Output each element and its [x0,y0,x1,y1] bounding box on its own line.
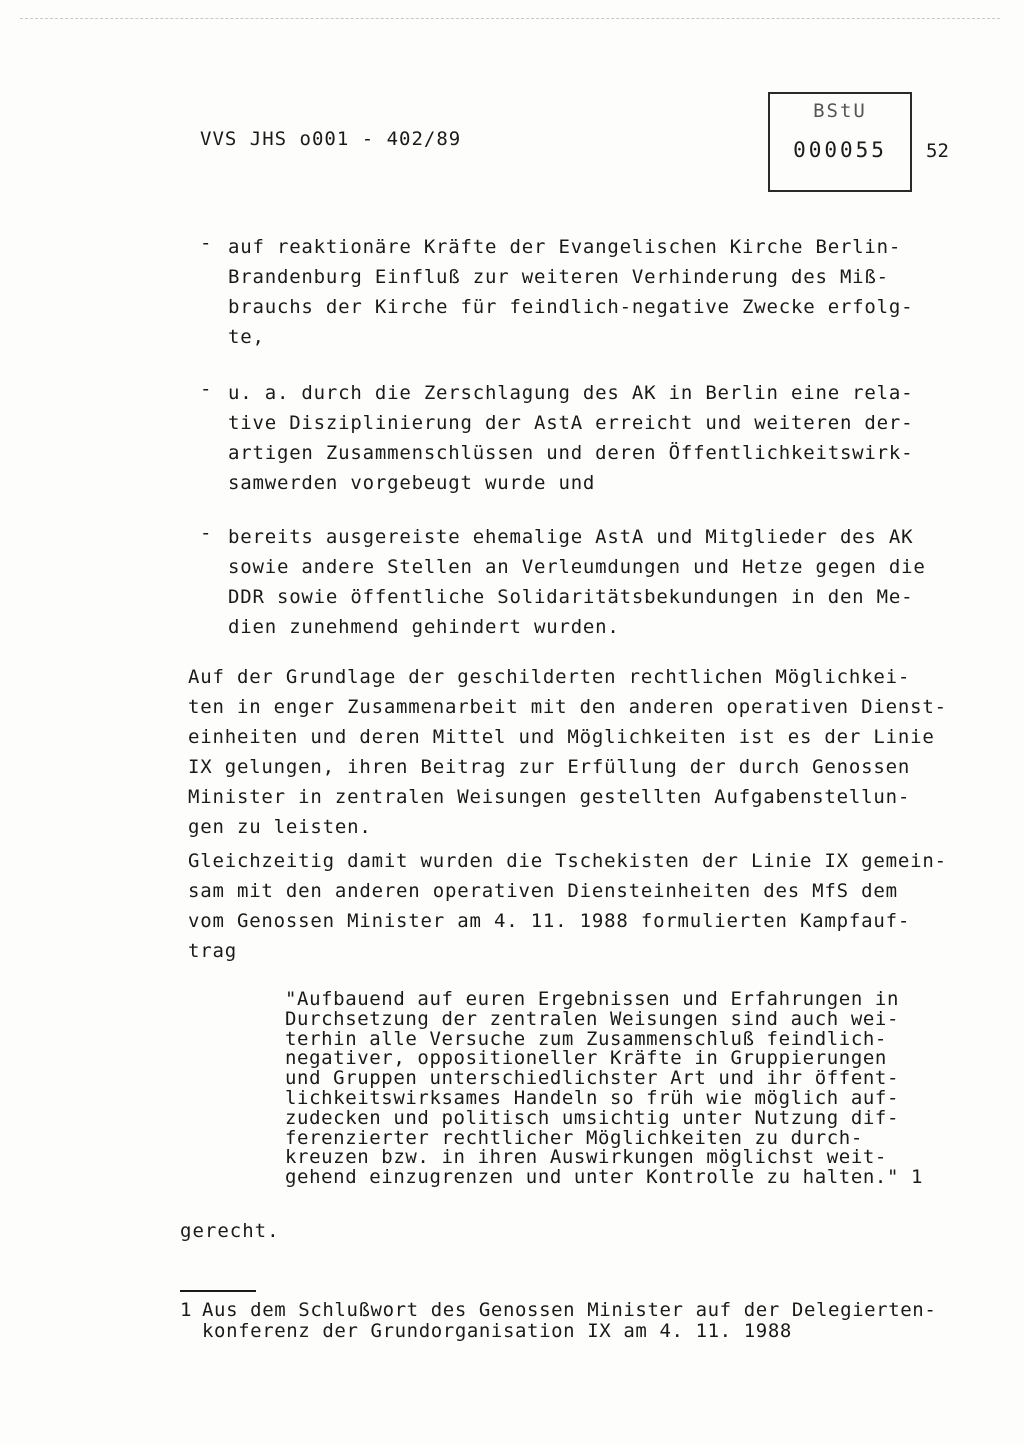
bullet-text: u. a. durch die Zerschlagung des AK in Berlin eine rela- tive Disziplinierung der AstA erreicht und weiteren der- artigen Zusammenschlüssen und deren Öffentlichkeitswirk- samwerden vorgebeugt wurde und [228,382,914,494]
document-reference: VVS JHS o001 - 402/89 [200,128,462,150]
bullet-text: bereits ausgereiste ehemalige AstA und Mitglieder des AK sowie andere Stellen an Verleumdungen und Hetze gegen die DDR sowie öffentliche Solidaritätsbekundungen in den Me- dien zunehmend gehindert wurden. [228,526,926,638]
stamp-number: 000055 [793,138,887,162]
bullet-dash: - [200,522,212,544]
block-quote: "Aufbauend auf euren Ergebnissen und Erfahrungen in Durchsetzung der zentralen Weisungen sind auch wei- terhin alle Versuche zum Zusammenschluß feindlich- negativer, oppositioneller Kräfte in Gruppierungen und Gruppen unterschiedlichster Art und ihr öffent- lichkeitswirksames Handeln so früh wie möglich auf- zudecken und politisch umsichtig unter Nutzung dif- ferenzierter rechtlicher Möglichkeiten zu durch- kreuzen bzw. in ihren Auswirkungen möglichst weit- gehend einzugrenzen und unter Kontrolle zu halten." 1 [285,988,924,1189]
bullet-dash: - [200,232,212,254]
closing-word: gerecht. [180,1220,280,1242]
footnote-text: Aus dem Schlußwort des Genossen Minister auf der Delegierten- konferenz der Grundorganisation IX am 4. 11. 1988 [202,1299,937,1342]
bullet-dash: - [200,378,212,400]
footnote-marker: 1 [180,1299,193,1321]
footnote-separator [180,1290,256,1292]
body-paragraph-2: Gleichzeitig damit wurden die Tschekisten der Linie IX gemein- sam mit den anderen operativen Diensteinheiten des MfS dem vom Genossen Minister am 4. 11. 1988 formulierten Kampfauf- trag [188,850,947,962]
top-edge-line [20,18,1000,19]
bullet-text: auf reaktionäre Kräfte der Evangelischen Kirche Berlin- Brandenburg Einfluß zur weiteren Verhinderung des Miß- brauchs der Kirche für feindlich-negative Zwecke erfolg- te, [228,236,914,348]
stamp-label: BStU [813,100,867,122]
archive-stamp [768,92,912,192]
page-number: 52 [926,140,949,162]
body-paragraph-1: Auf der Grundlage der geschilderten rechtlichen Möglichkei- ten in enger Zusammenarbeit mit den anderen operativen Dienst- einheiten und deren Mittel und Möglichkeiten ist es der Linie IX gelungen, ihren Beitrag zur Erfüllung der durch Genossen Minister in zentralen Weisungen gestellten Aufgabenstellun- gen zu leisten. [188,666,947,838]
